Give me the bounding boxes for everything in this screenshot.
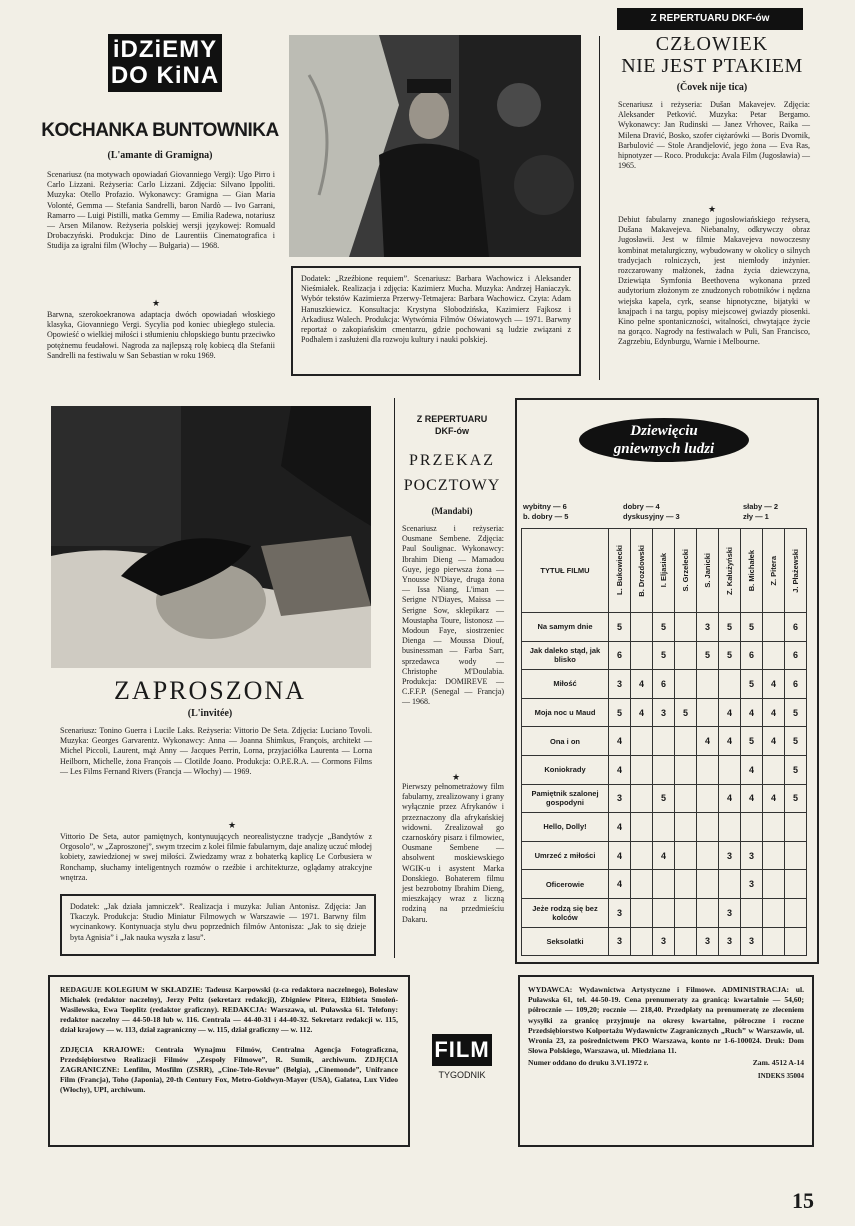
film-score: 4 [763,784,785,813]
film-score: 5 [653,641,675,670]
przekaz-credits: Scenariusz i reżyseria: Ousmane Sembene. Zdjęcia: Paul Soulignac. Wykonawcy: Ibrahim Dieng — Mamadou Guye, jego pierwsza żona — Ynousse N'Diaye, druga żona — Issa Niang, L'iman — Serigne N'Diayes, Maissa — Serigne Sow, sklepikarz — Moustapha Toure, listonosz — Modoun Faye, siostrzeniec Dienga — Moussa Diouf, businessman — Farba Sarr, sprzedawca wody — Christophe M'Doulabia. Produkcja: DOMIREVE — C.F.F.P. (Senegal — Francja) — 1968. [402,524,504,707]
film-score: 3 [741,870,763,899]
footer-right-box [518,975,814,1147]
ratings-heading [579,418,749,462]
legend-wybitny: wybitny — 6 [523,502,567,511]
film-score [763,641,785,670]
film-score: 3 [741,927,763,956]
film-score: 6 [785,641,807,670]
film-title: Pamiętnik szalonej gospodyni [522,784,609,813]
film-score [631,784,653,813]
film-score [675,755,697,784]
przekaz-star: ★ [452,772,461,782]
film-score: 4 [741,698,763,727]
przekaz-subtitle: (Mandabi) [431,506,473,516]
czlowiek-credits: Scenariusz i reżyseria: Dušan Makavejev. Zdjęcia: Aleksander Petković. Muzyka: Petar Bergamo. Wykonawcy: Jan Rudinski — Janez Vrhovec, Raika — Milena Dravić, Bosko, szofer ciężarówki — Boris Dvornik, Barbulović — Stole Arandjelović, jego żona — Eva Ras, hipnotyzer — Roco. Produkcja: Avala Film (Jugosławia) — 1965. [618,100,810,171]
footer-right-last [528,1058,804,1070]
kochanka-review: Barwna, szerokoekranowa adaptacja dwóch opowiadań włoskiego klasyka, Giovanniego Vergi. Sycylia pod koniec ubiegłego stulecia. Opowieść o wielkiej miłości i stłumieniu chłopskiego buntu przeciwko potężnemu feudałowi. Nagroda za najlepszą rolę kobiecą dla Stefanii Sandrelli na festiwalu w San Sebastian w roku 1969. [47,310,275,360]
film-score [763,613,785,642]
film-score [719,755,741,784]
zaproszona-star: ★ [228,820,237,830]
film-logo-sub: TYGODNIK [438,1070,486,1080]
indeks: INDEKS 35004 [757,1072,804,1081]
footer-left-editorial: REDAGUJE KOLEGIUM W SKŁADZIE: Tadeusz Karpowski (z-ca redaktora naczelnego), Bolesław Michałek (redaktor naczelny), Jerzy Peltz (sekretarz redakcji), Zbigniew Pitera, Elżbieta Smoleń-Wasilewska, Ewa Toeplitz (redaktor graficzny). REDAKCJA: Warszawa, ul. Puławska 61. Telefony: redaktor naczelny — 44-50-18 lub w. 116. Centrala — 44-40-31 i 44-40-32. Sekretarz redakcji w. 115, dział krajowy — w. 113, dział zagraniczny — w. 115, dział graficzny — w. 112. [60,985,398,1034]
film-score: 4 [763,670,785,699]
przekaz-title1: PRZEKAZ [409,452,495,469]
film-score: 3 [609,670,631,699]
ratings-heading-line2: gniewnych ludzi [613,441,715,457]
film-score: 3 [719,898,741,927]
film-score: 4 [609,870,631,899]
critic-name: L. Bukowiecki [615,545,624,596]
film-score [697,698,719,727]
critic-header [741,529,763,613]
film-score: 6 [785,670,807,699]
film-score [697,870,719,899]
film-score: 5 [609,613,631,642]
przekaz-title2: POCZTOWY [403,477,501,494]
film-title: Jeże rodzą się bez kolców [522,898,609,927]
przekaz-badge2: DKF-ów [435,426,469,436]
film-score: 5 [697,641,719,670]
film-title: Koniokrady [522,755,609,784]
film-score [719,670,741,699]
film-score: 6 [741,641,763,670]
critic-name: Z. Kałużyński [725,546,734,595]
film-row [522,670,807,699]
film-score [631,727,653,756]
film-score: 6 [653,670,675,699]
film-score [763,927,785,956]
film-score: 4 [609,727,631,756]
film-score: 5 [653,784,675,813]
film-score: 3 [609,898,631,927]
film-score [697,898,719,927]
film-score [719,813,741,842]
film-score [653,898,675,927]
film-score: 4 [741,755,763,784]
film-score [631,927,653,956]
critic-header [697,529,719,613]
film-row [522,755,807,784]
film-score: 4 [609,841,631,870]
film-row [522,813,807,842]
film-score: 4 [741,784,763,813]
film-score: 4 [763,698,785,727]
przekaz-review: Pierwszy pełnometrażowy film fabularny, zrealizowany i grany wyłącznie przez Afrykanów i przeznaczony dla afrykańskiej widowni. Zrealizował go czarnoskóry pisarz i filmowiec, Ousmane Sembene — absolwent moskiewskiego WGIK-u i asystent Marka Donskiego. Bohaterem filmu jest bezrobotny Ibrahim Dieng, mieszkający wraz z liczną rodziną na przedmieściu Dakaru. [402,782,504,924]
critic-name: S. Grzelecki [681,549,690,592]
film-score: 5 [719,613,741,642]
film-score: 3 [653,927,675,956]
film-score: 4 [719,784,741,813]
zaproszona-photo [51,406,371,668]
film-row [522,784,807,813]
film-score [785,813,807,842]
film-score: 3 [697,927,719,956]
film-title: Na samym dnie [522,613,609,642]
idziemy-line2: DO KiNA [110,62,220,89]
order-number: Zam. 4512 A-14 [752,1058,804,1068]
film-score [653,727,675,756]
film-title: Jak daleko stąd, jak blisko [522,641,609,670]
czlowiek-subtitle: (Čovek nije tica) [676,82,748,93]
film-score [675,613,697,642]
critic-header [609,529,631,613]
film-score [653,813,675,842]
kochanka-star: ★ [152,298,161,308]
czlowiek-title2: NIE JEST PTAKIEM [621,55,803,77]
film-score: 4 [653,841,675,870]
ratings-table [521,528,807,956]
film-score [631,813,653,842]
film-score: 5 [609,698,631,727]
film-row [522,641,807,670]
legend-dobry: dobry — 4 [623,502,660,511]
film-score [631,641,653,670]
film-score: 5 [785,727,807,756]
film-score: 4 [631,670,653,699]
film-title: Umrzeć z miłości [522,841,609,870]
footer-left-photos: ZDJĘCIA KRAJOWE: Centrala Wynajmu Filmów, Centralna Agencja Fotograficzna, Przedsiębiorstwo Realizacji Filmów „Zespoły Filmowe”, R. Sumik, archiwum. ZDJĘCIA ZAGRANICZNE: Lenfilm, Mosfilm (ZSRR), „Cine-Tele-Revue” (Belgia), „Cinemonde”, Unifrance Film (Francja), Toho (Japonia), 20-th Century Fox, Metro-Goldwyn-Mayer (USA), Galatea, Lux Video (Włochy), UPI, archiwum. [60,1045,398,1094]
czlowiek-title1: CZŁOWIEK [655,33,769,55]
footer-left-box [48,975,410,1147]
critic-name: Z. Pitera [769,555,778,586]
dodatek1-box [291,266,581,376]
film-score [785,841,807,870]
film-score: 3 [719,927,741,956]
film-score [675,870,697,899]
film-title: Seksolatki [522,927,609,956]
film-row [522,613,807,642]
critic-name: B. Drozdowski [637,544,646,597]
film-title: Ona i on [522,727,609,756]
film-score: 6 [785,613,807,642]
film-score [785,898,807,927]
critic-header [675,529,697,613]
film-score [785,870,807,899]
film-score [697,813,719,842]
film-score [675,841,697,870]
film-title: Hello, Dolly! [522,813,609,842]
film-score: 3 [697,613,719,642]
legend-slaby: słaby — 2 [743,502,779,511]
film-title: Miłość [522,670,609,699]
dodatek2-text: Dodatek: „Jak działa jamniczek”. Realizacja i muzyka: Julian Antonisz. Zdjęcia: Jan Tkaczyk. Produkcja: Studio Miniatur Filmowych w Warszawie — 1971. Barwny film wycinankowy. Kontynuacja stylu dwu poprzednich filmów Antonisza: „Jak to się dzieje byta Agnisia” i „Jak nauka wyszła z lasu”. [70,902,366,942]
kochanka-photo [289,35,581,257]
zaproszona-title: ZAPROSZONA [114,676,306,705]
film-score: 5 [785,698,807,727]
dodatek2-box [60,894,376,956]
film-score [697,670,719,699]
film-score [631,870,653,899]
idziemy-logo [108,34,222,92]
film-score [763,755,785,784]
film-score [675,927,697,956]
critic-name: I. Eljasiak [659,553,668,588]
critic-header [653,529,675,613]
film-score: 3 [609,784,631,813]
film-score [697,841,719,870]
film-score [763,870,785,899]
ratings-header-row [522,529,807,613]
przekaz-badge1: Z REPERTUARU [416,414,488,424]
critic-header [763,529,785,613]
film-score [741,898,763,927]
film-score [675,813,697,842]
czlowiek-star: ★ [708,204,717,214]
film-score [631,898,653,927]
film-score [653,870,675,899]
film-score [675,898,697,927]
film-score [719,870,741,899]
critic-name: J. Płażewski [791,548,800,593]
film-score: 3 [653,698,675,727]
film-score [675,641,697,670]
film-score: 5 [741,727,763,756]
film-row [522,898,807,927]
critic-header [785,529,807,613]
kochanka-subtitle: (L'amante di Gramigna) [107,150,213,161]
film-score: 5 [785,755,807,784]
film-score: 4 [631,698,653,727]
film-row [522,841,807,870]
film-score: 3 [741,841,763,870]
film-score [697,784,719,813]
column-divider [599,36,600,380]
film-score [675,727,697,756]
przekaz-left-rule [394,398,395,958]
film-score: 5 [653,613,675,642]
zaproszona-subtitle: (L'invitée) [187,708,233,719]
film-score: 4 [763,727,785,756]
film-score [653,755,675,784]
title-header: TYTUŁ FILMU [522,529,609,613]
film-logo [432,1034,492,1080]
film-score: 4 [609,813,631,842]
film-score: 5 [675,698,697,727]
czlowiek-review: Debiut fabularny znanego jugosłowiańskiego reżysera, Dušana Makavejeva. Niebanalny, odkrywczy obraz Jugosławii. Jest w filmie Makavejeva nowoczesny kombinat metalurgiczny, wybudowany w okolicy o silnych tradycjach rolniczych, jest niemłody inżynier. rozczarowany małżonek, żadna życia dziewczyna, Dziewiąta Symfonia Beethovena wykonana przed audytorium złożonym ze znudzonych robotników i nędzna wiejska kapela, cyrk, seanse hipnotyczne, bijatyki w knajpach i na targu, popisy miejscowej gwiazdy piosenki. Kino pełne spontaniczności, witalności, chwytające życie na gorąco. Nagrody na festiwalach w Puli, San Francisco, Zagrzebiu, Edynburgu, Warnie i Melbourne. [618,215,810,347]
zaproszona-review: Vittorio De Seta, autor pamiętnych, kontynuujących neorealistyczne tradycje „Bandytów z Orgosolo”, w „Zaproszonej”, swym trzecim z kolei filmie fabularnym, daje analizę uczuć młodej kobiety, zawiedzionej w swej miłości. Zwiedzamy wraz z bohaterką kaplicę Le Corbusiera w Ronchamp, słuchamy inteligentnych rozmów o rzeźbie i architekturze, oglądamy atrakcyjne wnętrza. [60,832,372,882]
film-score: 4 [697,727,719,756]
film-row [522,727,807,756]
page-number: 15 [792,1188,814,1213]
film-score [675,670,697,699]
idziemy-line1: iDZiEMY [112,36,218,63]
film-score: 5 [719,641,741,670]
dodatek1-text: Dodatek: „Rzeźbione requiem”. Scenariusz: Barbara Wachowicz i Aleksander Nieśmiałek. Realizacja i zdjęcia: Kazimierz Mucha. Muzyka: Andrzej Haniaczyk. Wybór tekstów Kazimierza Przerwy-Tetmajera: Barbara Wachowicz. Czyta: Adam Hanuszkiewicz. Konsultacja: Krystyna Słobodzińska, Kazimierz Fajkosz i Arkadiusz Walech. Produkcja: Wytwórnia Filmów Oświatowych — 1971. Barwny reportaż o zakopiańskim cmentarzu, gdzie pochowani są ludzie związani z Podhalem i zasłużeni dla rozwoju kultury i nauki polskiej. [301,274,571,345]
film-score [631,841,653,870]
kochanka-title: KOCHANKA BUNTOWNIKA [41,120,279,141]
legend-dyskusyjny: dyskusyjny — 3 [623,512,680,521]
zaproszona-credits: Scenariusz: Tonino Guerra i Lucile Laks. Reżyseria: Vittorio De Seta. Zdjęcia: Luciano Tovoli. Muzyka: Georges Garvarentz. Wykonawcy: Anna — Joanna Shimkus, François, architekt — Michel Piccoli, Laurent, mąż Anny — Jacques Perrin, Lorna, przyjaciółka Laurenta — Lorna Heilborn, Michelle, żona François — Clotilde Joano. Produkcja: O.P.E.R.A. — Cormons Films — Les Films Fernand Rivers (Francja — Włochy) — 1969. [60,726,372,776]
film-score: 4 [609,755,631,784]
film-score: 6 [609,641,631,670]
legend-bdobry: b. dobry — 5 [523,512,569,521]
czlowiek-badge: Z REPERTUARU DKF-ów [617,8,803,30]
film-score [763,813,785,842]
footer-right-text: WYDAWCA: Wydawnictwa Artystyczne i Filmowe. ADMINISTRACJA: ul. Puławska 61, tel. 44-50-19. Cena prenumeraty za granicą: kwartalnie — 54,60; półrocznie — 109,20; rocznie — 218,40. Przedpłaty na prenumeratę ze zleceniem wysyłki za granicę przyjmuje na okresy kwartalne, półroczne i roczne Przedsiębiorstwo Kolportażu Wydawnictw Zagranicznych „Ruch” w Warszawie, ul. Wronia 23, za pośrednictwem PKO Warszawa, konto nr 1-6-100024. Druk: Dom Słowa Polskiego, Warszawa, ul. Miedziana 11. [528,985,804,1056]
ratings-heading-line1: Dziewięciu [630,423,698,439]
film-score [763,841,785,870]
film-score: 4 [719,727,741,756]
film-score: 4 [719,698,741,727]
ratings-table-wrap [521,528,807,956]
film-score [631,755,653,784]
film-score [741,813,763,842]
film-logo-mark: FILM [432,1034,492,1066]
legend-zly: zły — 1 [743,512,769,521]
film-score [675,784,697,813]
ratings-panel [515,398,819,964]
print-date: Numer oddano do druku 3.VI.1972 r. [528,1058,649,1068]
critic-header [631,529,653,613]
film-score: 5 [741,670,763,699]
film-score [763,898,785,927]
kochanka-credits: Scenariusz (na motywach opowiadań Giovanniego Vergi): Ugo Pirro i Carlo Lizzani. Reżyseria: Carlo Lizzani. Zdjęcia: Silvano Ippoliti. Muzyka: Otello Profazio. Wykonawcy: Gramigna — Gian Maria Volonté, Gemma — Stefania Sandrelli, baron Nardò — Ivo Garrani, Ramarro — Luigi Pistilli, matka Gemmy — Emilia Radewa, notariusz — Arsen Milanow. Reżyseria polskiej wersji językowej: Romuald Drobaczyński. Produkcja: Dino de Laurentiis Cinematografica i Studija za igralni film (Włochy — Bułgaria) — 1968. [47,170,275,251]
film-score: 3 [609,927,631,956]
film-score: 3 [719,841,741,870]
film-score: 5 [785,784,807,813]
film-score [697,755,719,784]
film-title: Moja noc u Maud [522,698,609,727]
critic-name: B. Michałek [747,549,756,592]
film-row [522,870,807,899]
film-title: Oficerowie [522,870,609,899]
film-score [631,613,653,642]
film-row [522,927,807,956]
film-score: 5 [741,613,763,642]
critic-name: S. Janicki [703,553,712,588]
critic-header [719,529,741,613]
film-row [522,698,807,727]
film-score [785,927,807,956]
